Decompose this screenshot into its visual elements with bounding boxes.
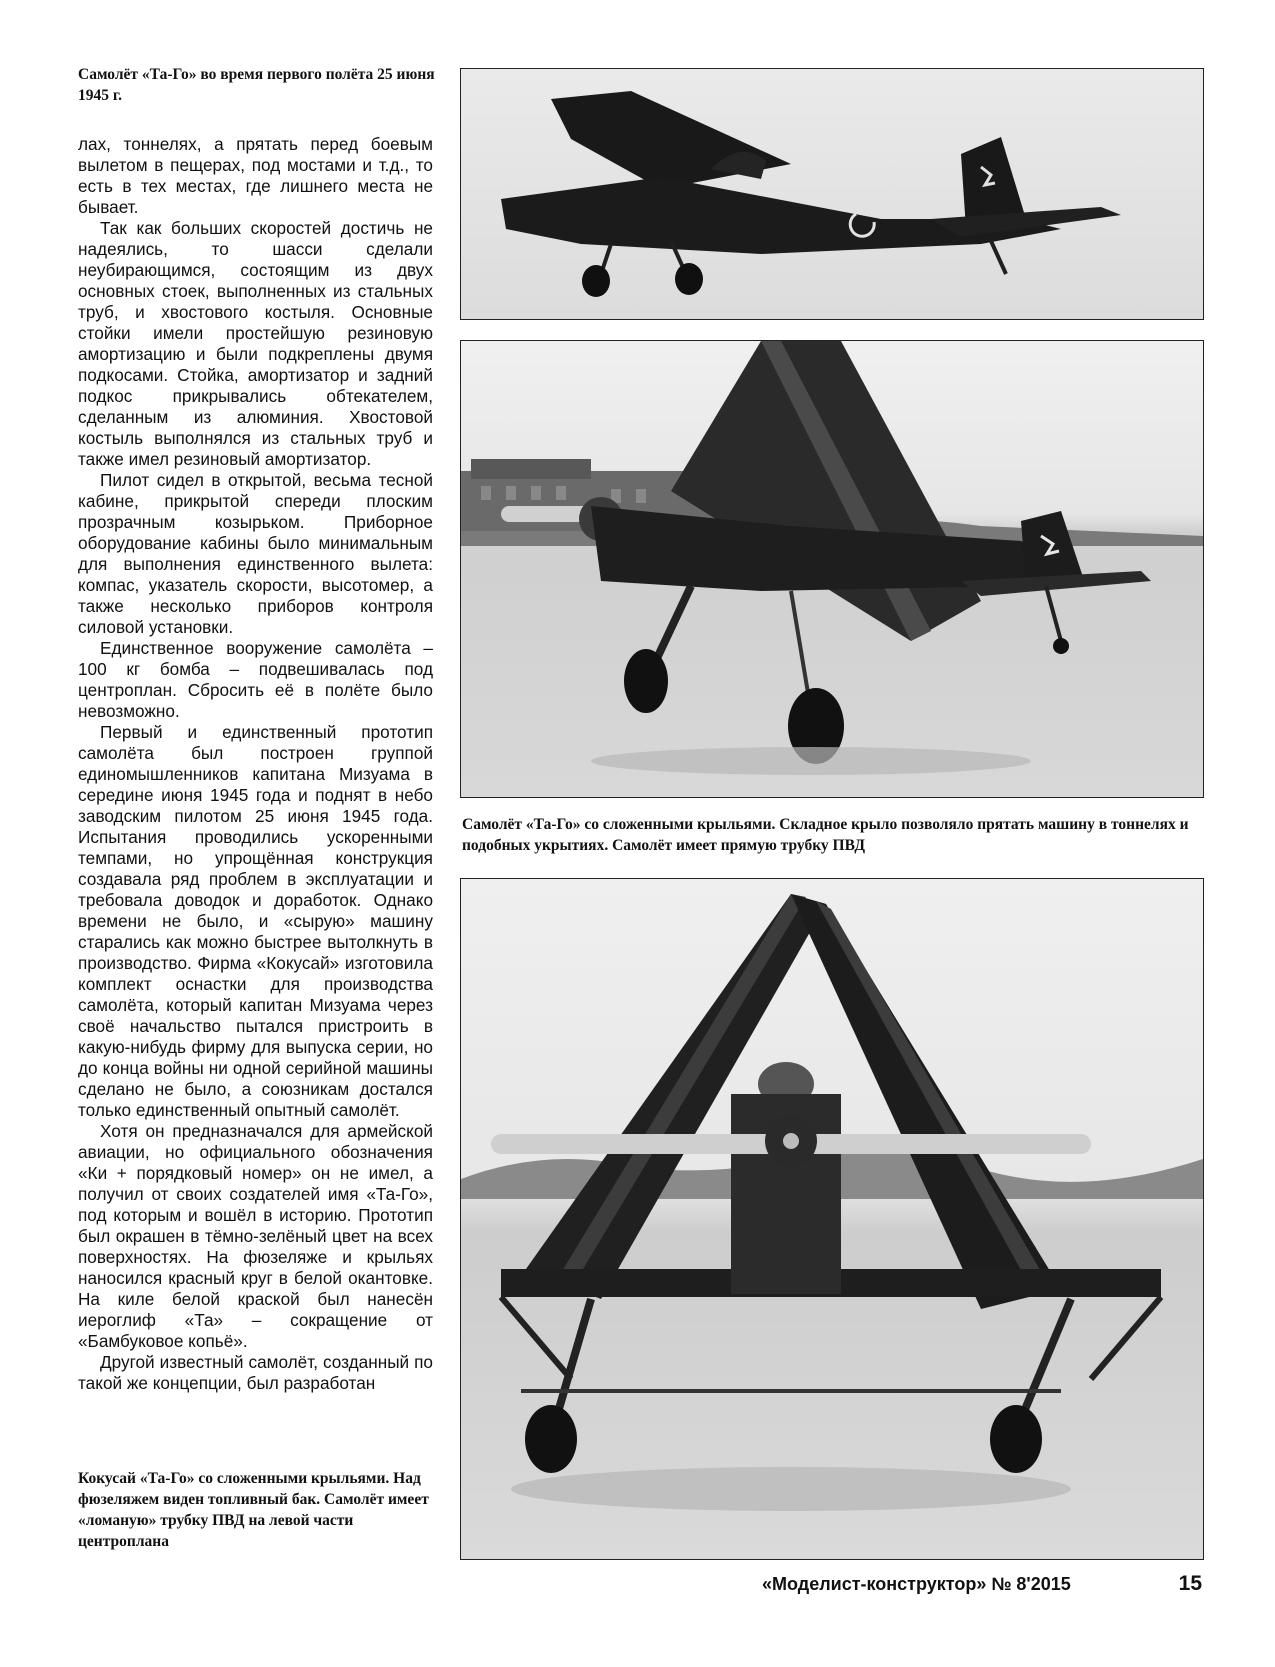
article-paragraph: Первый и единственный прототип самолёта был построен группой единомышленников капитана Мизуама в середине июня 1945 года и поднят в небо заводским пилотом 25 июня 1945 года. Испытания проводились ускоренными темпами, но упрощённая конструкция создавала ряд проблем в эксплуатации и требовала доводок и доработок. Однако времени не было, и «сырую» машину старались как можно быстрее вытолкнуть в производство. Фирма «Кокусай» изготовила комплект оснастки для производства самолёта, который капитан Мизуама через своё начальство пытался пристроить в какую-нибудь фирму для выпуска серии, но до конца войны ни одной серийной машины сделано не было, а союзникам достался только единственный опытный самолёт. [78, 722, 433, 1120]
photo-caption-bottom: Кокусай «Та-Го» со сложенными крыльями. Над фюзеляжем виден топливный бак. Самолёт имеет «ломаную» трубку ПВД на левой части центроплана [78, 1470, 429, 1550]
page-number: 15 [1178, 1572, 1202, 1595]
photo-caption-top: Самолёт «Та-Го» во время первого полёта 25 июня 1945 г. [78, 66, 435, 104]
article-paragraph: Пилот сидел в открытой, весьма тесной кабине, прикрытой спереди плоским прозрачным козырьком. Приборное оборудование кабины было минимальным для выполнения единственного вылета: компас, указатель скорости, высотомер, а также несколько приборов контроля силовой установки. [78, 470, 433, 637]
page-footer [762, 1572, 1202, 1596]
article-paragraph: Так как больших скоростей достичь не надеялись, то шасси сделали неубирающимся, состоящим из двух основных стоек, выполненных из стальных труб, и хвостового костыля. Основные стойки имели простейшую резиновую амортизацию и были подкреплены двумя подкосами. Стойка, амортизатор и задний подкос прикрывались обтекателем, сделанным из алюминия. Хвостовой костыль выполнялся из стальных труб и также имел резиновый амортизатор. [78, 218, 433, 469]
article-paragraph: Хотя он предназначался для армейской авиации, но официального обозначения «Ки + порядковый номер» он не имел, а получил от своих создателей имя «Та-Го», под которым и вошёл в историю. Прототип был окрашен в тёмно-зелёный цвет на всех поверхностях. На фюзеляже и крыльях наносился красный круг в белой окантовке. На киле белой краской был нанесён иероглиф «Та» – сокращение от «Бамбуковое копьё». [78, 1121, 433, 1351]
photo-folded-wings-side [460, 340, 1204, 798]
magazine-issue: «Моделист-конструктор» № 8'2015 [762, 1574, 1071, 1594]
article-paragraph: Другой известный самолёт, созданный по такой же концепции, был разработан [78, 1352, 433, 1393]
article-paragraph: лах, тоннелях, а прятать перед боевым вылетом в пещерах, под мостами и т.д., то есть в тех местах, где лишнего места не бывает. [78, 134, 433, 217]
photo-aircraft-in-flight [460, 68, 1204, 320]
article-text-column [78, 134, 433, 1394]
photo-folded-wings-front [460, 878, 1204, 1560]
photo-caption-middle: Самолёт «Та-Го» со сложенными крыльями. Складное крыло позволяло прятать машину в тоннелях и подобных укрытиях. Самолёт имеет прямую трубку ПВД [462, 816, 1189, 854]
article-paragraph: Единственное вооружение самолёта – 100 кг бомба – подвешивалась под центроплан. Сбросить её в полёте было невозможно. [78, 638, 433, 721]
